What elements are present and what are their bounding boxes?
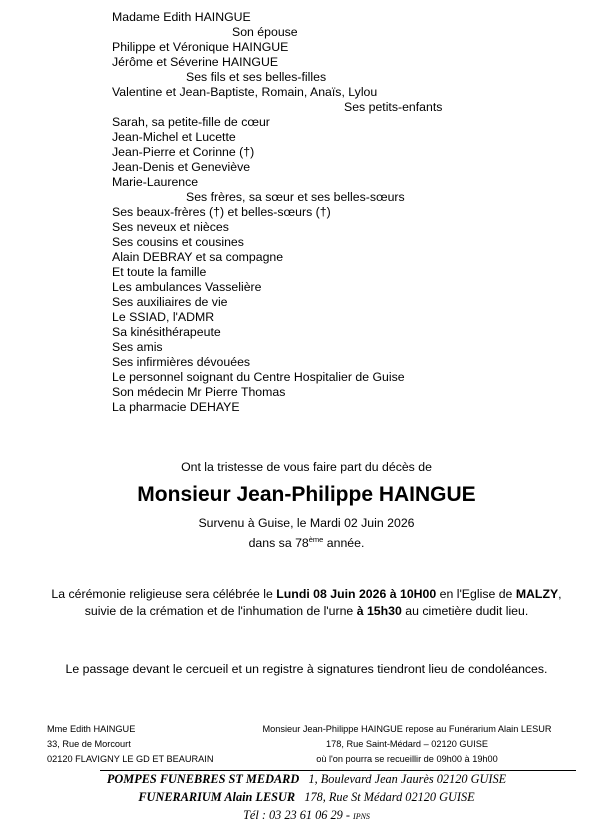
family-list (112, 10, 582, 415)
ceremony-text-part: , (558, 587, 562, 601)
family-line: Ses beaux-frères (†) et belles-sœurs (†) (112, 205, 331, 219)
contact-city: 02120 FLAVIGNY LE GD ET BEAURAIN (47, 754, 214, 764)
age-prefix: dans sa 78 (248, 536, 309, 550)
family-line: Jérôme et Séverine HAINGUE (112, 55, 279, 69)
funerarium-footer-address: 178, Rue St Médard 02120 GUISE (304, 790, 475, 804)
funeral-home-name: POMPES FUNEBRES ST MEDARD (106, 772, 300, 786)
funerarium-address: 178, Rue Saint-Médard – 02120 GUISE (326, 739, 488, 749)
deceased-name: Monsieur Jean-Philippe HAINGUE (137, 483, 476, 506)
footer-funeral-home (0, 772, 613, 787)
footer-funerarium (0, 790, 613, 805)
family-line: Philippe et Véronique HAINGUE (112, 40, 289, 54)
contact-street: 33, Rue de Morcourt (47, 739, 131, 749)
funerarium-info (232, 722, 582, 767)
death-place-date: Survenu à Guise, le Mardi 02 Juin 2026 (198, 516, 415, 530)
family-line: Jean-Denis et Geneviève (112, 160, 251, 174)
ceremony-text-part: en l'Eglise de (436, 587, 516, 601)
family-line: Ses infirmières dévouées (112, 355, 251, 369)
announcement-intro: Ont la tristesse de vous faire part du décès de (181, 460, 432, 474)
funerarium-name: FUNERARIUM Alain LESUR (138, 790, 296, 804)
family-line: Ses petits-enfants (344, 100, 443, 114)
contact-name: Mme Edith HAINGUE (47, 724, 136, 734)
ceremony-line-2 (0, 603, 613, 620)
family-line: Madame Edith HAINGUE (112, 10, 251, 24)
family-line: Jean-Michel et Lucette (112, 130, 236, 144)
ceremony-place: MALZY (515, 587, 559, 601)
burial-time: à 15h30 (356, 604, 402, 618)
visiting-hours: où l'on pourra se recueillir de 09h00 à 19h00 (316, 754, 498, 764)
footer-phone (0, 808, 613, 823)
family-line: Sarah, sa petite-fille de cœur (112, 115, 270, 129)
ceremony-text-part: au cimetière dudit lieu. (401, 604, 529, 618)
family-contact (47, 722, 213, 767)
family-line: Marie-Laurence (112, 175, 199, 189)
family-line: Ses neveux et nièces (112, 220, 229, 234)
family-line: Sa kinésithérapeute (112, 325, 221, 339)
family-line: Ses frères, sa sœur et ses belles-sœurs (186, 190, 405, 204)
family-line: Le personnel soignant du Centre Hospitalier de Guise (112, 370, 405, 384)
ceremony-text-part: La cérémonie religieuse sera célébrée le (51, 587, 277, 601)
family-line: Ses cousins et cousines (112, 235, 244, 249)
family-line: Le SSIAD, l'ADMR (112, 310, 215, 324)
funeral-home-address: 1, Boulevard Jean Jaurès 02120 GUISE (308, 772, 507, 786)
ceremony-text (0, 586, 613, 620)
age-line (0, 535, 613, 550)
family-line: Valentine et Jean-Baptiste, Romain, Anaïs, Lylou (112, 85, 378, 99)
condolences-note: Le passage devant le cercueil et un registre à signatures tiendront lieu de condoléances. (65, 662, 548, 676)
family-line: Son médecin Mr Pierre Thomas (112, 385, 286, 399)
age-suffix: année. (323, 536, 365, 550)
family-line: Jean-Pierre et Corinne (†) (112, 145, 255, 159)
family-line: Les ambulances Vasselière (112, 280, 262, 294)
phone-number: Tél : 03 23 61 06 29 - (243, 808, 354, 822)
family-line: Son épouse (232, 25, 298, 39)
ceremony-text-part: suivie de la crémation et de l'inhumation de l'urne (84, 604, 357, 618)
ipns-mark: IPNS (353, 812, 370, 821)
funerarium-line: Monsieur Jean-Philippe HAINGUE repose au Funérarium Alain LESUR (262, 724, 552, 734)
ceremony-date: Lundi 08 Juin 2026 à 10H00 (276, 587, 437, 601)
family-line: Et toute la famille (112, 265, 207, 279)
family-line: Ses amis (112, 340, 163, 354)
footer-divider (100, 770, 576, 771)
age-sup: ème (308, 535, 324, 544)
family-line: Ses auxiliaires de vie (112, 295, 228, 309)
family-line: Alain DEBRAY et sa compagne (112, 250, 284, 264)
family-line: La pharmacie DEHAYE (112, 400, 240, 414)
family-line: Ses fils et ses belles-filles (186, 70, 327, 84)
ceremony-line-1 (0, 586, 613, 603)
